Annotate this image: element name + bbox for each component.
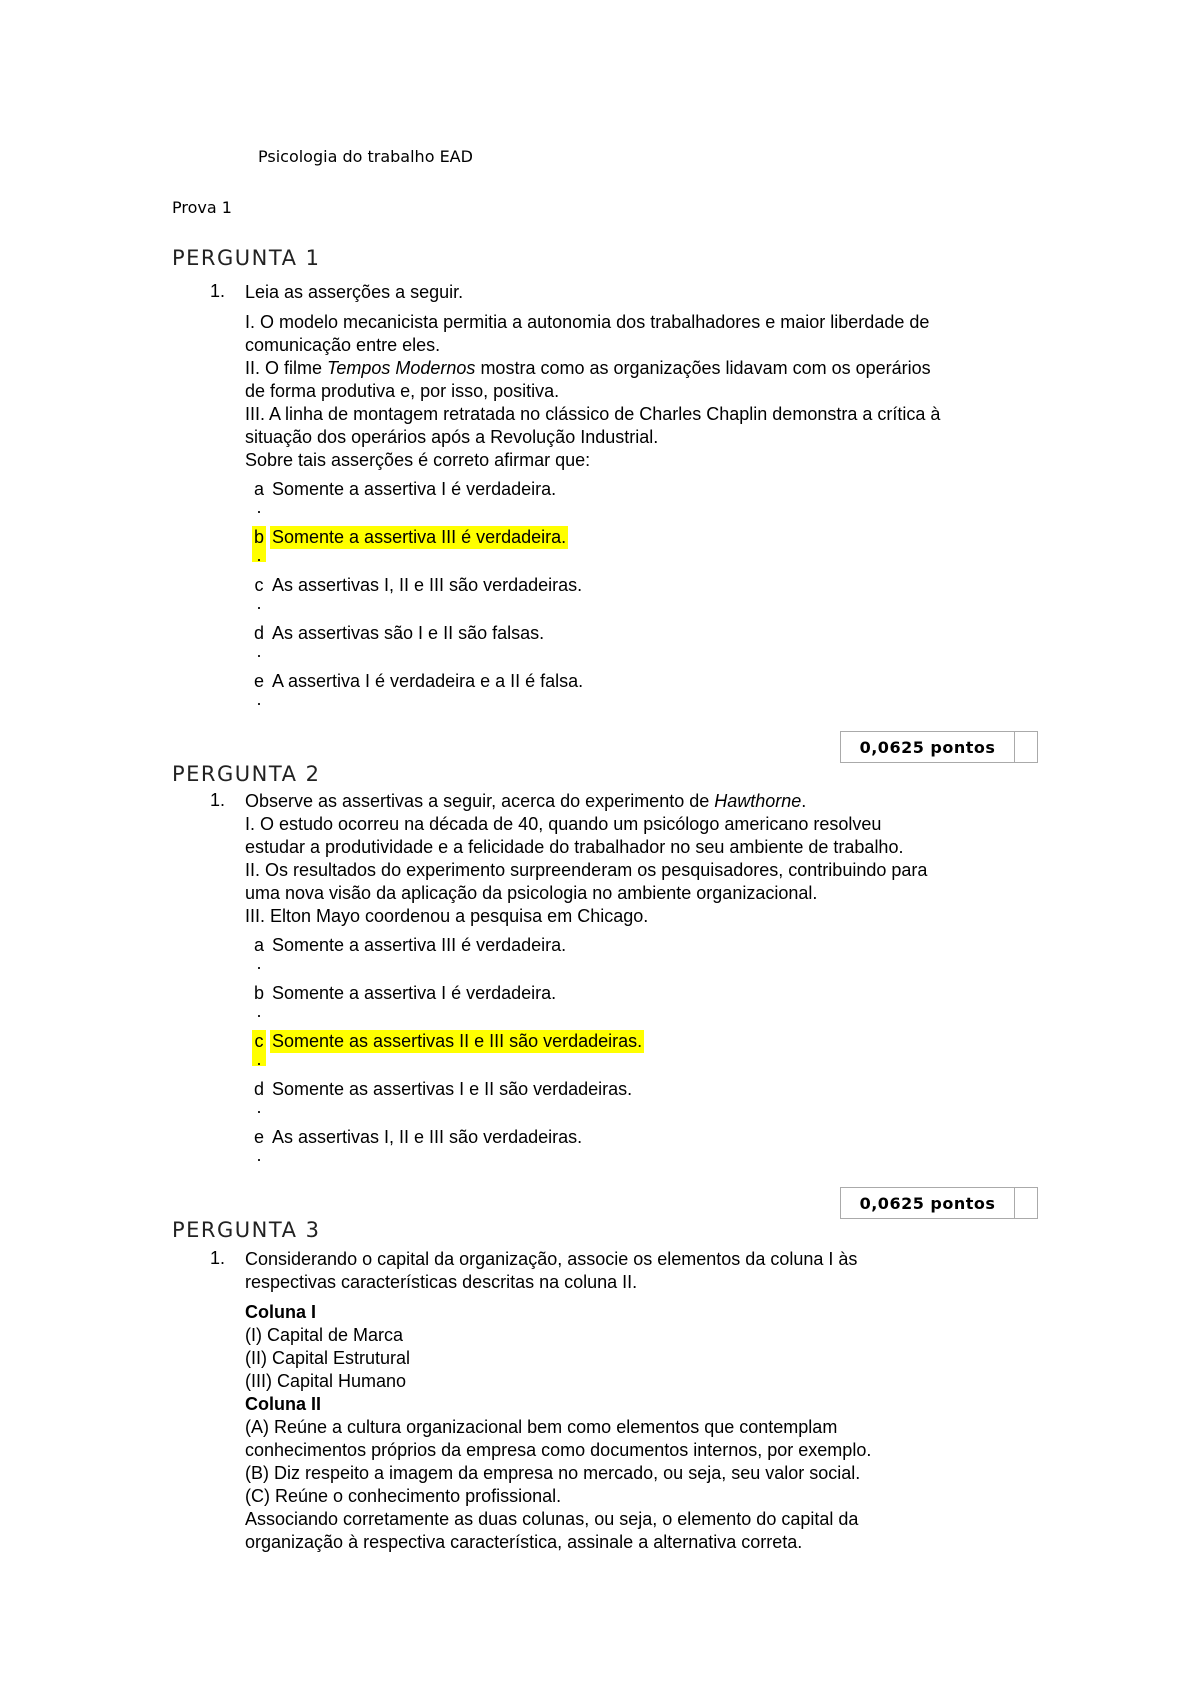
question-1-intro: Leia as asserções a seguir. [245, 282, 464, 302]
question-1-line: III. A linha de montagem retratada no clássico de Charles Chaplin demonstra a crítica à [245, 404, 941, 424]
column-2-item: (A) Reúne a cultura organizacional bem como elementos que contemplam [245, 1417, 838, 1437]
option-text: As assertivas são I e II são falsas. [272, 623, 545, 643]
exam-label: Prova 1 [172, 198, 232, 217]
column-1-item: (I) Capital de Marca [245, 1325, 404, 1345]
question-3-heading: PERGUNTA 3 [172, 1218, 321, 1242]
column-2-item: conhecimentos próprios da empresa como documentos internos, por exemplo. [245, 1440, 872, 1460]
question-2-line: uma nova visão da aplicação da psicologia no ambiente organizacional. [245, 883, 818, 903]
column-2-item: (C) Reúne o conhecimento profissional. [245, 1486, 562, 1506]
question-3-number: 1. [210, 1248, 226, 1268]
highlight-mark: c . [252, 1030, 266, 1066]
question-3-line: Associando corretamente as duas colunas, ou seja, o elemento do capital da [245, 1509, 859, 1529]
question-1-text [245, 281, 1045, 718]
option-text: Somente a assertiva I é verdadeira. [272, 479, 557, 499]
column-1-item: (II) Capital Estrutural [245, 1348, 411, 1368]
question-3-intro: Considerando o capital da organização, associe os elementos da coluna I às [245, 1249, 858, 1269]
question-1-line: II. O filme Tempos Modernos mostra como as organizações lidavam com os operários [245, 358, 931, 378]
points-checkbox[interactable] [1015, 1188, 1037, 1218]
column-2-item: (B) Diz respeito a imagem da empresa no mercado, ou seja, seu valor social. [245, 1463, 861, 1483]
option-c[interactable] [245, 1030, 1045, 1078]
points-label: 0,0625 pontos [841, 1188, 1015, 1218]
option-text: Somente a assertiva III é verdadeira. [272, 935, 567, 955]
option-d[interactable]: d . As assertivas são I e II são falsas. [253, 623, 545, 661]
question-3-text [245, 1248, 1045, 1554]
points-checkbox[interactable] [1015, 732, 1037, 762]
question-2-line: estudar a produtividade e a felicidade do trabalhador no seu ambiente de trabalho. [245, 837, 904, 857]
question-2-options [245, 934, 1045, 1174]
option-a[interactable]: a . Somente a assertiva I é verdadeira. [253, 479, 557, 517]
option-text: Somente as assertivas I e II são verdadeiras. [272, 1079, 633, 1099]
option-b[interactable]: b . Somente a assertiva I é verdadeira. [253, 983, 557, 1021]
column-1-title: Coluna I [245, 1302, 316, 1322]
question-1-heading: PERGUNTA 1 [172, 246, 321, 270]
experiment-name: Hawthorne [714, 791, 802, 811]
highlight-mark: b . [253, 527, 264, 565]
question-2-heading: PERGUNTA 2 [172, 762, 321, 786]
question-1-points [840, 731, 1038, 763]
points-label: 0,0625 pontos [841, 732, 1015, 762]
question-2-intro: Observe as assertivas a seguir, acerca do experimento de Hawthorne. [245, 791, 807, 811]
option-text-highlighted: Somente a assertiva III é verdadeira. [272, 527, 567, 547]
question-1-line: situação dos operários após a Revolução Industrial. [245, 427, 659, 447]
option-d[interactable]: d . Somente as assertivas I e II são verdadeiras. [253, 1079, 633, 1117]
question-2-points [840, 1187, 1038, 1219]
option-a[interactable]: a . Somente a assertiva III é verdadeira. [253, 935, 567, 973]
option-text-highlighted: Somente as assertivas II e III são verdadeiras. [272, 1031, 643, 1051]
question-1-line: de forma produtiva e, por isso, positiva. [245, 381, 560, 401]
option-text: As assertivas I, II e III são verdadeiras. [272, 575, 583, 595]
question-1-line: Sobre tais asserções é correto afirmar que: [245, 450, 591, 470]
film-title: Tempos Modernos [327, 358, 476, 378]
question-3-intro: respectivas características descritas na coluna II. [245, 1272, 638, 1292]
option-text: As assertivas I, II e III são verdadeiras. [272, 1127, 583, 1147]
question-2-line: I. O estudo ocorreu na década de 40, quando um psicólogo americano resolveu [245, 814, 882, 834]
question-1-number: 1. [210, 281, 226, 301]
column-2-title: Coluna II [245, 1394, 321, 1414]
column-1-item: (III) Capital Humano [245, 1371, 407, 1391]
question-1-line: I. O modelo mecanicista permitia a autonomia dos trabalhadores e maior liberdade de [245, 312, 930, 332]
question-2-line: III. Elton Mayo coordenou a pesquisa em Chicago. [245, 906, 649, 926]
option-c[interactable]: c . As assertivas I, II e III são verdadeiras. [254, 575, 583, 613]
option-text: Somente a assertiva I é verdadeira. [272, 983, 557, 1003]
option-b[interactable] [245, 526, 1045, 574]
question-3-line: organização à respectiva característica, assinale a alternativa correta. [245, 1532, 803, 1552]
document-title: Psicologia do trabalho EAD [258, 147, 473, 166]
question-2-number: 1. [210, 790, 226, 810]
question-2-line: II. Os resultados do experimento surpreenderam os pesquisadores, contribuindo para [245, 860, 928, 880]
question-1-line: comunicação entre eles. [245, 335, 441, 355]
option-e[interactable]: e . As assertivas I, II e III são verdadeiras. [253, 1127, 583, 1165]
question-1-options [245, 478, 1045, 718]
option-e[interactable]: e . A assertiva I é verdadeira e a II é falsa. [253, 671, 584, 709]
option-text: A assertiva I é verdadeira e a II é falsa. [272, 671, 584, 691]
question-2-text [245, 790, 1045, 1174]
